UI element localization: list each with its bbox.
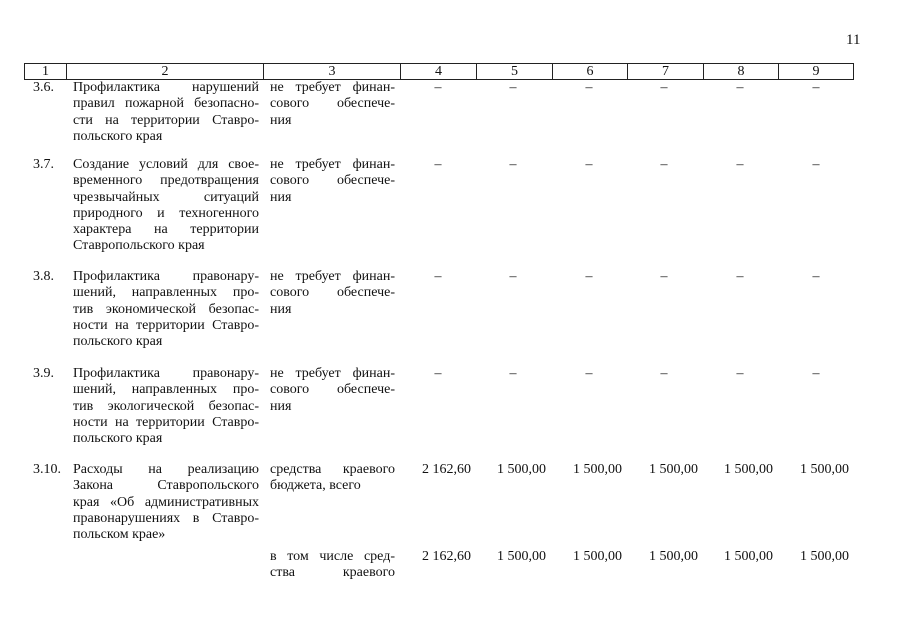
- row-name-line: тив экономической безопас-: [73, 301, 259, 317]
- value-dash: –: [509, 366, 517, 381]
- table-header: [24, 63, 854, 80]
- column-numbers-row: [25, 64, 854, 80]
- value-dash: –: [509, 269, 517, 284]
- value-dash: –: [660, 366, 668, 381]
- value-cell: 1 500,00: [649, 462, 698, 477]
- value-dash: –: [585, 80, 593, 95]
- column-number: 4: [401, 64, 477, 80]
- funding-source-line: сового обеспече-: [270, 173, 395, 189]
- value-cell: 1 500,00: [573, 549, 622, 564]
- funding-source: [270, 157, 395, 206]
- row-name-line: польского края: [73, 431, 163, 447]
- funding-source-line: бюджета, всего: [270, 478, 361, 494]
- row-name-line: Профилактика правонару-: [73, 366, 259, 381]
- row-name-line: Профилактика правонару-: [73, 269, 259, 284]
- row-name-line: временного предотвращения: [73, 173, 259, 189]
- row-name-line: польского края: [73, 128, 163, 144]
- row-name: [73, 80, 259, 145]
- row-name-line: Расходы на реализацию: [73, 462, 259, 477]
- funding-source-line: не требует финан-: [270, 269, 395, 284]
- value-cell: 1 500,00: [497, 549, 546, 564]
- row-name-line: Создание условий для свое-: [73, 157, 259, 172]
- value-cell: 2 162,60: [422, 549, 471, 564]
- column-number: 7: [628, 64, 704, 80]
- value-dash: –: [736, 157, 744, 172]
- column-number: 5: [477, 64, 553, 80]
- value-dash: –: [585, 157, 593, 172]
- column-number: 8: [704, 64, 779, 80]
- row-name: [73, 157, 259, 255]
- row-name-line: правонарушениях в Ставро-: [73, 510, 259, 526]
- row-name-line: чрезвычайных ситуаций: [73, 189, 259, 205]
- value-dash: –: [509, 157, 517, 172]
- row-name-line: сти на территории Ставро-: [73, 112, 259, 128]
- row-name-line: ности на территории Ставро-: [73, 317, 259, 333]
- value-dash: –: [812, 366, 820, 381]
- value-dash: –: [660, 157, 668, 172]
- value-dash: –: [585, 269, 593, 284]
- funding-source-line: ния: [270, 112, 292, 128]
- row-name-line: Профилактика нарушений: [73, 80, 259, 95]
- row-name-line: Закона Ставропольского: [73, 478, 259, 494]
- row-name-line: правил пожарной безопасно-: [73, 96, 259, 112]
- value-dash: –: [660, 269, 668, 284]
- column-number: 1: [25, 64, 67, 80]
- funding-source-line: ния: [270, 398, 292, 414]
- value-cell: 1 500,00: [800, 549, 849, 564]
- funding-source-line: не требует финан-: [270, 157, 395, 172]
- column-number: 3: [264, 64, 401, 80]
- funding-source-line: не требует финан-: [270, 366, 395, 381]
- funding-source: [270, 366, 395, 415]
- funding-source-line: сового обеспече-: [270, 96, 395, 112]
- value-cell: 1 500,00: [800, 462, 849, 477]
- funding-source: [270, 269, 395, 318]
- row-name-line: ности на территории Ставро-: [73, 414, 259, 430]
- value-dash: –: [509, 80, 517, 95]
- row-number: 3.6.: [33, 80, 54, 95]
- row-name: [73, 462, 259, 543]
- row-number: 3.8.: [33, 269, 54, 284]
- value-dash: –: [736, 269, 744, 284]
- funding-source-line: ния: [270, 301, 292, 317]
- value-dash: –: [434, 80, 442, 95]
- value-dash: –: [812, 80, 820, 95]
- row-number: 3.10.: [33, 462, 61, 477]
- value-dash: –: [434, 157, 442, 172]
- funding-source-line: сового обеспече-: [270, 382, 395, 398]
- funding-source: [270, 462, 395, 495]
- value-cell: 1 500,00: [649, 549, 698, 564]
- value-dash: –: [660, 80, 668, 95]
- value-dash: –: [812, 157, 820, 172]
- funding-source: [270, 549, 395, 582]
- row-name: [73, 366, 259, 447]
- row-name-line: Ставропольского края: [73, 238, 205, 254]
- row-name: [73, 269, 259, 350]
- row-name-line: шений, направленных про-: [73, 382, 259, 398]
- row-number: 3.7.: [33, 157, 54, 172]
- funding-source-line: ния: [270, 189, 292, 205]
- row-name-line: польском крае»: [73, 527, 166, 543]
- value-cell: 1 500,00: [573, 462, 622, 477]
- row-name-line: польского края: [73, 334, 163, 350]
- row-name-line: шений, направленных про-: [73, 285, 259, 301]
- value-dash: –: [736, 80, 744, 95]
- value-dash: –: [585, 366, 593, 381]
- value-dash: –: [434, 366, 442, 381]
- value-dash: –: [736, 366, 744, 381]
- column-number: 9: [779, 64, 854, 80]
- funding-source-line: ства краевого: [270, 565, 395, 581]
- funding-source-line: средства краевого: [270, 462, 395, 477]
- value-dash: –: [434, 269, 442, 284]
- column-number: 6: [553, 64, 628, 80]
- funding-source: [270, 80, 395, 129]
- funding-source-line: не требует финан-: [270, 80, 395, 95]
- row-name-line: природного и техногенного: [73, 205, 259, 221]
- value-cell: 1 500,00: [724, 549, 773, 564]
- funding-source-line: в том числе сред-: [270, 549, 395, 564]
- funding-source-line: сового обеспече-: [270, 285, 395, 301]
- row-name-line: тив экологической безопас-: [73, 398, 259, 414]
- row-name-line: края «Об административных: [73, 494, 259, 510]
- row-number: 3.9.: [33, 366, 54, 381]
- value-cell: 1 500,00: [497, 462, 546, 477]
- value-dash: –: [812, 269, 820, 284]
- value-cell: 1 500,00: [724, 462, 773, 477]
- column-number: 2: [67, 64, 264, 80]
- value-cell: 2 162,60: [422, 462, 471, 477]
- page-number: 11: [846, 32, 861, 48]
- row-name-line: характера на территории: [73, 222, 259, 238]
